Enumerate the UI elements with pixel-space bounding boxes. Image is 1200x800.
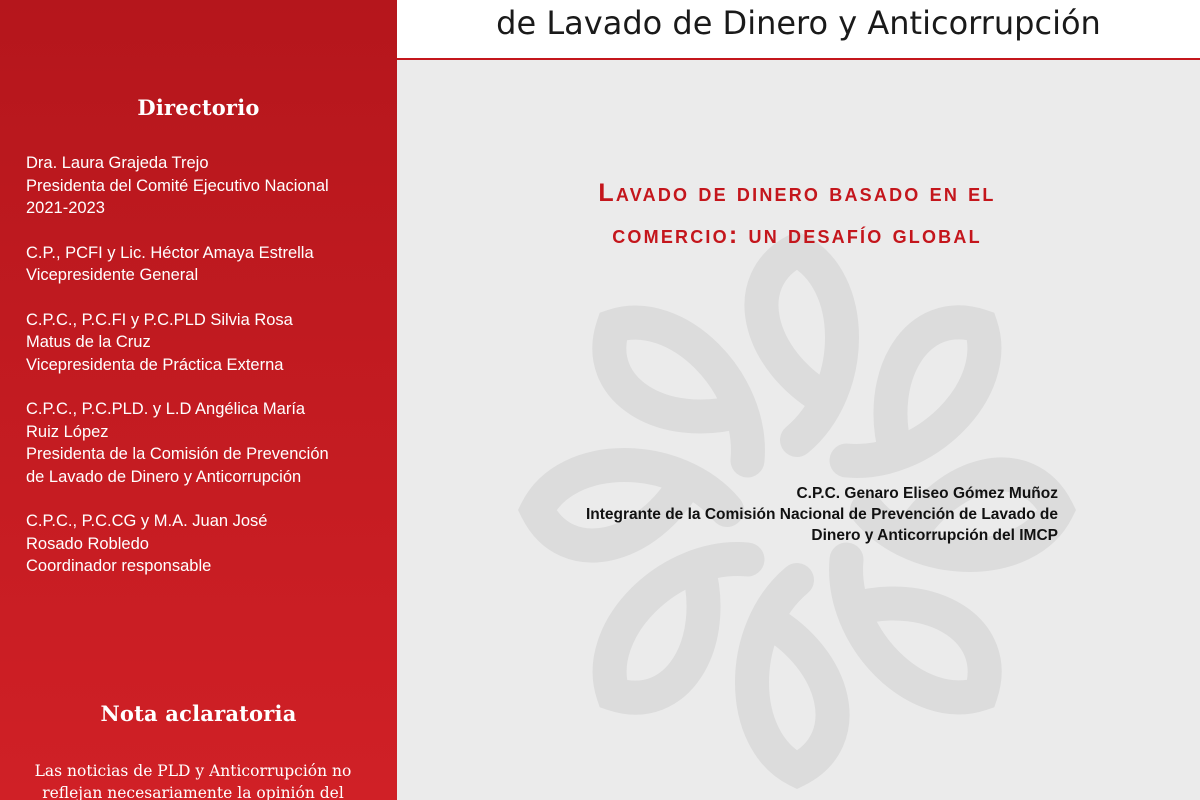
nota-line: Las noticias de PLD y Anticorrupción no bbox=[34, 762, 352, 780]
directory-entry bbox=[26, 398, 386, 488]
article-title bbox=[447, 172, 1147, 256]
directory-line: Coordinador responsable bbox=[26, 557, 212, 575]
nota-heading: Nota aclaratoria bbox=[100, 701, 297, 726]
directory-list bbox=[26, 152, 386, 600]
directory-line: 2021-2023 bbox=[26, 199, 105, 217]
directory-line: Matus de la Cruz bbox=[26, 333, 151, 351]
author-role: Dinero y Anticorrupción del IMCP bbox=[811, 527, 1058, 544]
directory-entry bbox=[26, 152, 386, 220]
directory-line: C.P.C., P.C.FI y P.C.PLD Silvia Rosa bbox=[26, 310, 293, 329]
header-bar bbox=[397, 0, 1200, 59]
sidebar bbox=[0, 0, 397, 800]
main-panel bbox=[397, 60, 1200, 800]
directory-line: de Lavado de Dinero y Anticorrupción bbox=[26, 467, 302, 486]
nota-text bbox=[28, 760, 358, 800]
directory-line: C.P.C., P.C.CG y M.A. Juan José bbox=[26, 512, 268, 530]
directory-line: Ruiz López bbox=[26, 422, 109, 441]
directory-entry bbox=[26, 510, 386, 578]
directory-line: C.P.C., P.C.PLD. y L.D Angélica María bbox=[26, 400, 306, 418]
directory-line: Dra. Laura Grajeda Trejo bbox=[26, 154, 209, 172]
directory-line: C.P., PCFI y Lic. Héctor Amaya Estrella bbox=[26, 243, 314, 262]
directory-entry bbox=[26, 309, 386, 377]
article-title-line: Lavado de dinero basado en el bbox=[598, 179, 996, 207]
directory-entry bbox=[26, 242, 386, 287]
header-title: de Lavado de Dinero y Anticorrupción bbox=[496, 4, 1101, 42]
logo-watermark-icon bbox=[397, 60, 1200, 800]
author-name: C.P.C. Genaro Eliseo Gómez Muñoz bbox=[796, 485, 1058, 502]
article-title-line: comercio: un desafío global bbox=[612, 221, 982, 249]
directory-heading: Directorio bbox=[137, 95, 260, 120]
directory-line: Vicepresidente General bbox=[26, 266, 199, 284]
directory-line: Presidenta de la Comisión de Prevención bbox=[26, 445, 329, 463]
nota-line: reflejan necesariamente la opinión del bbox=[42, 784, 344, 800]
author-block bbox=[458, 483, 1058, 546]
directory-line: Rosado Robledo bbox=[26, 534, 149, 553]
watermark-petal bbox=[752, 580, 833, 770]
directory-line: Presidenta del Comité Ejecutivo Nacional bbox=[26, 176, 329, 195]
watermark-petal bbox=[761, 250, 842, 440]
directory-line: Vicepresidenta de Práctica Externa bbox=[26, 355, 284, 374]
author-role: Integrante de la Comisión Nacional de Prevención de Lavado de bbox=[585, 506, 1058, 523]
